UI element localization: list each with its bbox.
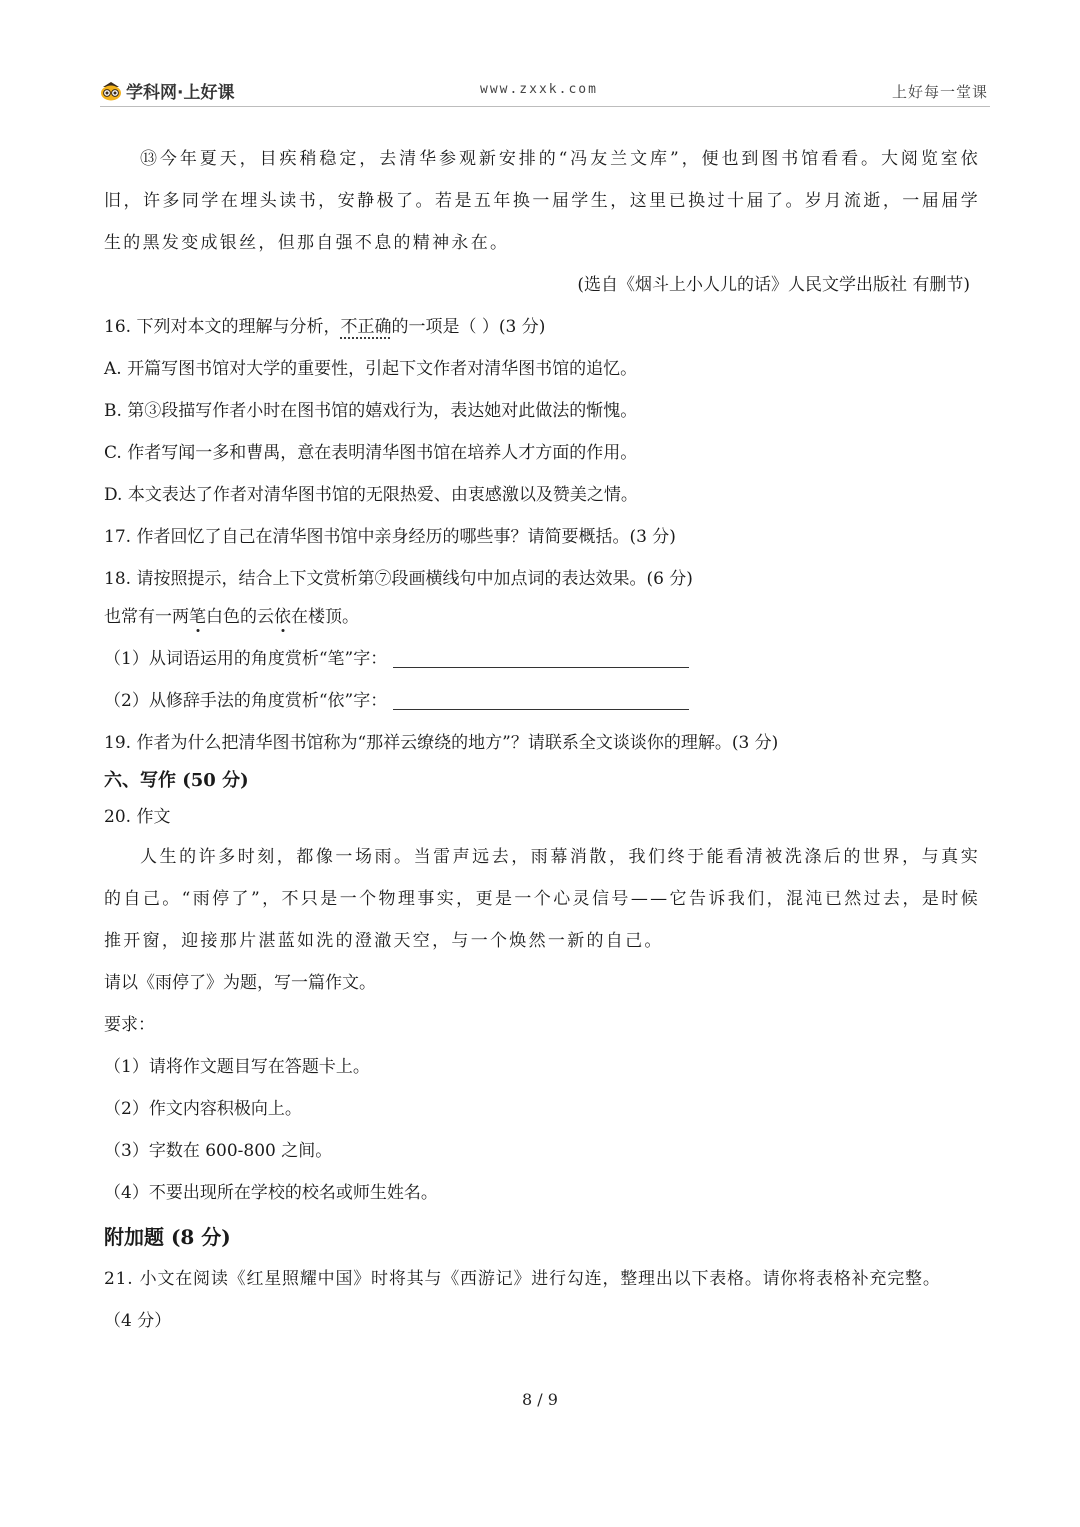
owl-logo-icon [100,81,122,101]
q18-sub-1 [104,638,980,680]
passage-source: (选自《烟斗上小人儿的话》人民文学出版社 有删节) [577,275,970,295]
header-slogan: 上好每一堂课 [891,83,988,101]
q18-dotted-word-bi: 笔 [189,607,206,627]
q16-option-b: B. 第③段描写作者小时在图书馆的嬉戏行为，表达她对此做法的惭愧。 [104,401,638,421]
q16-stem-after: 的一项是（ ）(3 分) [391,317,546,337]
q18-dotted-word-yi: 依 [274,607,291,627]
q18-sentence-part-b: 白色的云 [206,607,274,627]
q16-option-a: A. 开篇写图书馆对大学的重要性，引起下文作者对清华图书馆的追忆。 [104,359,638,379]
q20-requirement-3: （3）字数在 600-800 之间。 [104,1141,333,1161]
question-21-line-2: （4 分） [104,1311,172,1331]
q18-sub-1-answer-blank[interactable] [393,645,689,668]
q20-requirement-4: （4）不要出现所在学校的校名或师生姓名。 [104,1183,438,1203]
logo-text: 学科网·上好课 [126,83,235,103]
q16-option-c: C. 作者写闻一多和曹禺，意在表明清华图书馆在培养人才方面的作用。 [104,443,638,463]
q18-sentence-part-a: 也常有一两 [104,607,189,627]
exam-content [104,138,980,1342]
q16-stem-before: 16. 下列对本文的理解与分析， [104,317,341,337]
q20-task: 请以《雨停了》为题，写一篇作文。 [104,973,376,993]
q18-sentence [104,600,980,634]
q16-stem-emphasis: 不正确 [340,317,392,337]
site-logo [100,78,234,103]
q20-prompt: 人生的许多时刻，都像一场雨。当雷声远去，雨幕消散，我们终于能看清被洗涤后的世界，与真实的自己。“雨停了”，不只是一个物理事实，更是一个心灵信号——它告诉我们，混沌已然过去，是时候推开窗，迎接那片湛蓝如洗的澄澈天空，与一个焕然一新的自己。 [104,847,980,951]
bonus-section-title: 附加题 (8 分) [104,1225,231,1249]
site-url[interactable]: www.zxxk.com [480,82,598,97]
question-20-stem: 20. 作文 [104,807,171,827]
q18-sentence-part-c: 在楼顶。 [291,607,359,627]
q20-requirements-title: 要求： [104,1015,155,1035]
section-6-title: 六、写作 (50 分) [104,770,249,791]
question-21-line-1: 21. 小文在阅读《红星照耀中国》时将其与《西游记》进行勾连，整理出以下表格。请你将表格补充完整。 [104,1269,941,1289]
passage-paragraph-13: ⑬今年夏天，目疾稍稳定，去清华参观新安排的“冯友兰文库”，便也到图书馆看看。大阅览室依旧，许多同学在埋头读书，安静极了。若是五年换一届学生，这里已换过十届了。岁月流逝，一届届学生的黑发变成银丝，但那自强不息的精神永在。 [104,149,980,253]
q18-sub-1-label: （1）从词语运用的角度赏析“笔”字： [104,649,388,669]
question-19: 19. 作者为什么把清华图书馆称为“那祥云缭绕的地方”？请联系全文谈谈你的理解。(3 分) [104,733,779,753]
page-number: 8 / 9 [522,1390,558,1409]
q18-sub-2-answer-blank[interactable] [393,687,689,710]
q18-sub-2 [104,680,980,722]
q20-requirement-1: （1）请将作文题目写在答题卡上。 [104,1057,370,1077]
q18-sub-2-label: （2）从修辞手法的角度赏析“依”字： [104,691,388,711]
q16-option-d: D. 本文表达了作者对清华图书馆的无限热爱、由衷感激以及赞美之情。 [104,485,638,505]
question-18-stem: 18. 请按照提示，结合上下文赏析第⑦段画横线句中加点词的表达效果。(6 分) [104,569,693,589]
question-17: 17. 作者回忆了自己在清华图书馆中亲身经历的哪些事？请简要概括。(3 分) [104,527,676,547]
page-header [100,74,990,107]
q20-requirement-2: （2）作文内容积极向上。 [104,1099,302,1119]
question-16-stem [104,306,980,348]
